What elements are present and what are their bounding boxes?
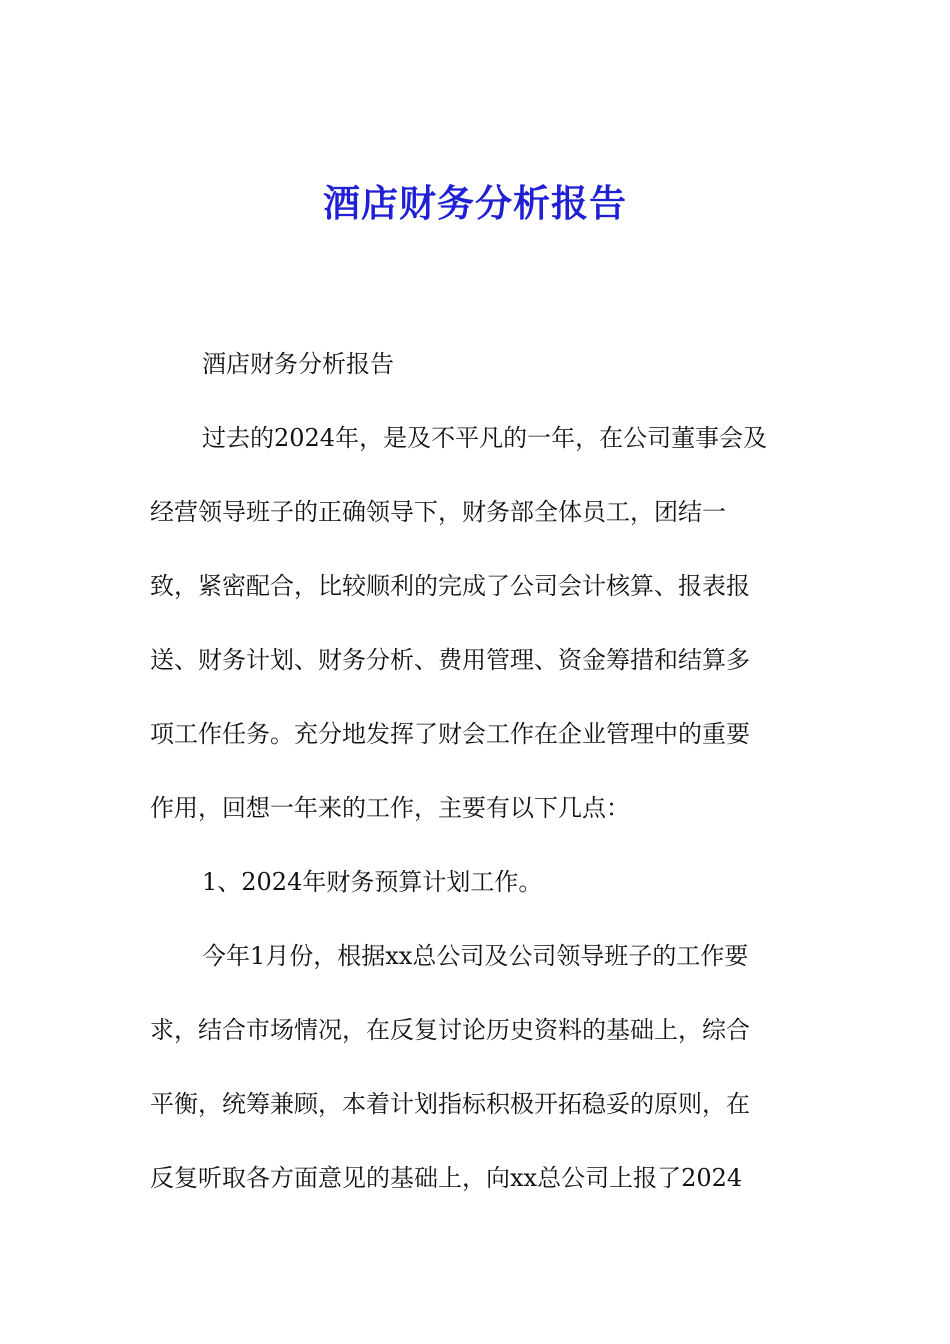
paragraph-line: 项工作任务。充分地发挥了财会工作在企业管理中的重要 bbox=[150, 720, 750, 748]
section-heading-line: 1、2024年财务预算计划工作。 bbox=[202, 868, 543, 896]
paragraph-line: 送、财务计划、财务分析、费用管理、资金筹措和结算多 bbox=[150, 646, 750, 674]
paragraph-line: 致，紧密配合，比较顺利的完成了公司会计核算、报表报 bbox=[150, 572, 750, 600]
paragraph-line: 今年1月份，根据xx总公司及公司领导班子的工作要 bbox=[202, 942, 749, 970]
paragraph-line: 平衡，统筹兼顾，本着计划指标积极开拓稳妥的原则，在 bbox=[150, 1090, 750, 1118]
paragraph-line: 经营领导班子的正确领导下，财务部全体员工，团结一 bbox=[150, 498, 726, 526]
document-body bbox=[150, 327, 800, 1215]
paragraph-heading-line: 酒店财务分析报告 bbox=[202, 350, 394, 378]
paragraph-line: 反复听取各方面意见的基础上，向xx总公司上报了2024 bbox=[150, 1164, 743, 1192]
paragraph-line: 求，结合市场情况，在反复讨论历史资料的基础上，综合 bbox=[150, 1016, 750, 1044]
paragraph-line: 过去的2024年，是及不平凡的一年，在公司董事会及 bbox=[202, 424, 768, 452]
paragraph-line: 作用，回想一年来的工作，主要有以下几点： bbox=[150, 794, 630, 822]
document-title: 酒店财务分析报告 bbox=[323, 181, 627, 225]
